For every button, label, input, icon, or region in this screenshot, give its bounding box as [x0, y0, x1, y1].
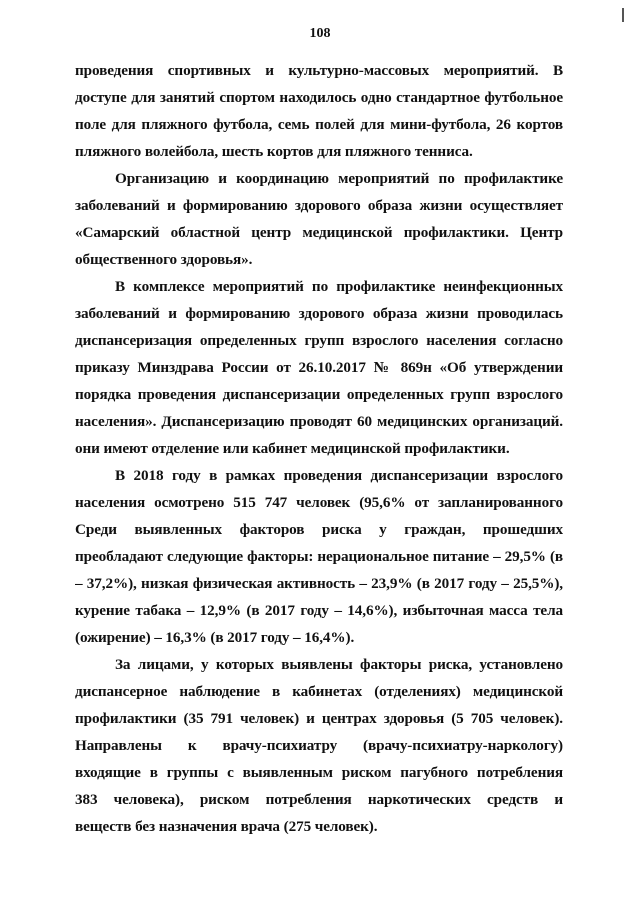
- text-line: входящие в группы с выявленным риском пагубного потребления: [75, 764, 563, 781]
- text-line: «Самарский областной центр медицинской профилактики. Центр: [75, 224, 563, 241]
- text-line: преобладают следующие факторы: нерациональное питание – 29,5% (в: [75, 548, 563, 565]
- text-line: доступе для занятий спортом находилось одно стандартное футбольное: [75, 89, 563, 106]
- text-line: населения осмотрено 515 747 человек (95,6% от запланированного: [75, 494, 563, 511]
- text-line: пляжного волейбола, шесть кортов для пляжного тенниса.: [75, 143, 473, 160]
- text-line: поле для пляжного футбола, семь полей для мини-футбола, 26 кортов: [75, 116, 563, 133]
- text-line: В комплексе мероприятий по профилактике неинфекционных: [115, 278, 563, 295]
- text-line: населения». Диспансеризацию проводят 60 медицинских организаций.: [75, 413, 563, 430]
- text-line: Направлены к врачу-психиатру (врачу-психиатру-наркологу): [75, 737, 563, 754]
- text-line: заболеваний и формированию здорового образа жизни осуществляет: [75, 197, 563, 214]
- text-line: 383 человека), риском потребления наркотических средств и: [75, 791, 563, 808]
- text-line: веществ без назначения врача (275 человек).: [75, 818, 378, 835]
- text-line: – 37,2%), низкая физическая активность – 23,9% (в 2017 году – 25,5%),: [75, 575, 563, 592]
- page-number: 108: [309, 26, 331, 41]
- text-line: диспансерное наблюдение в кабинетах (отделениях) медицинской: [75, 683, 563, 700]
- text-line: За лицами, у которых выявлены факторы риска, установлено: [115, 656, 563, 673]
- scan-mark: [622, 8, 624, 22]
- text-line: Организацию и координацию мероприятий по профилактике: [115, 170, 563, 187]
- text-line: заболеваний и формированию здорового образа жизни проводилась: [75, 305, 563, 322]
- text-line: В 2018 году в рамках проведения диспансеризации взрослого: [115, 467, 563, 484]
- text-line: курение табака – 12,9% (в 2017 году – 14,6%), избыточная масса тела: [75, 602, 563, 619]
- text-line: диспансеризация определенных групп взрослого населения согласно: [75, 332, 563, 349]
- text-line: проведения спортивных и культурно-массовых мероприятий. В: [75, 62, 563, 79]
- text-line: они имеют отделение или кабинет медицинской профилактики.: [75, 440, 510, 457]
- text-line: Среди выявленных факторов риска у граждан, прошедших: [75, 521, 563, 538]
- text-line: профилактики (35 791 человек) и центрах здоровья (5 705 человек).: [75, 710, 563, 727]
- text-line: (ожирение) – 16,3% (в 2017 году – 16,4%).: [75, 629, 355, 646]
- text-line: порядка проведения диспансеризации определенных групп взрослого: [75, 386, 563, 403]
- text-line: приказу Минздрава России от 26.10.2017 № 869н «Об утверждении: [75, 359, 563, 376]
- text-line: общественного здоровья».: [75, 251, 253, 268]
